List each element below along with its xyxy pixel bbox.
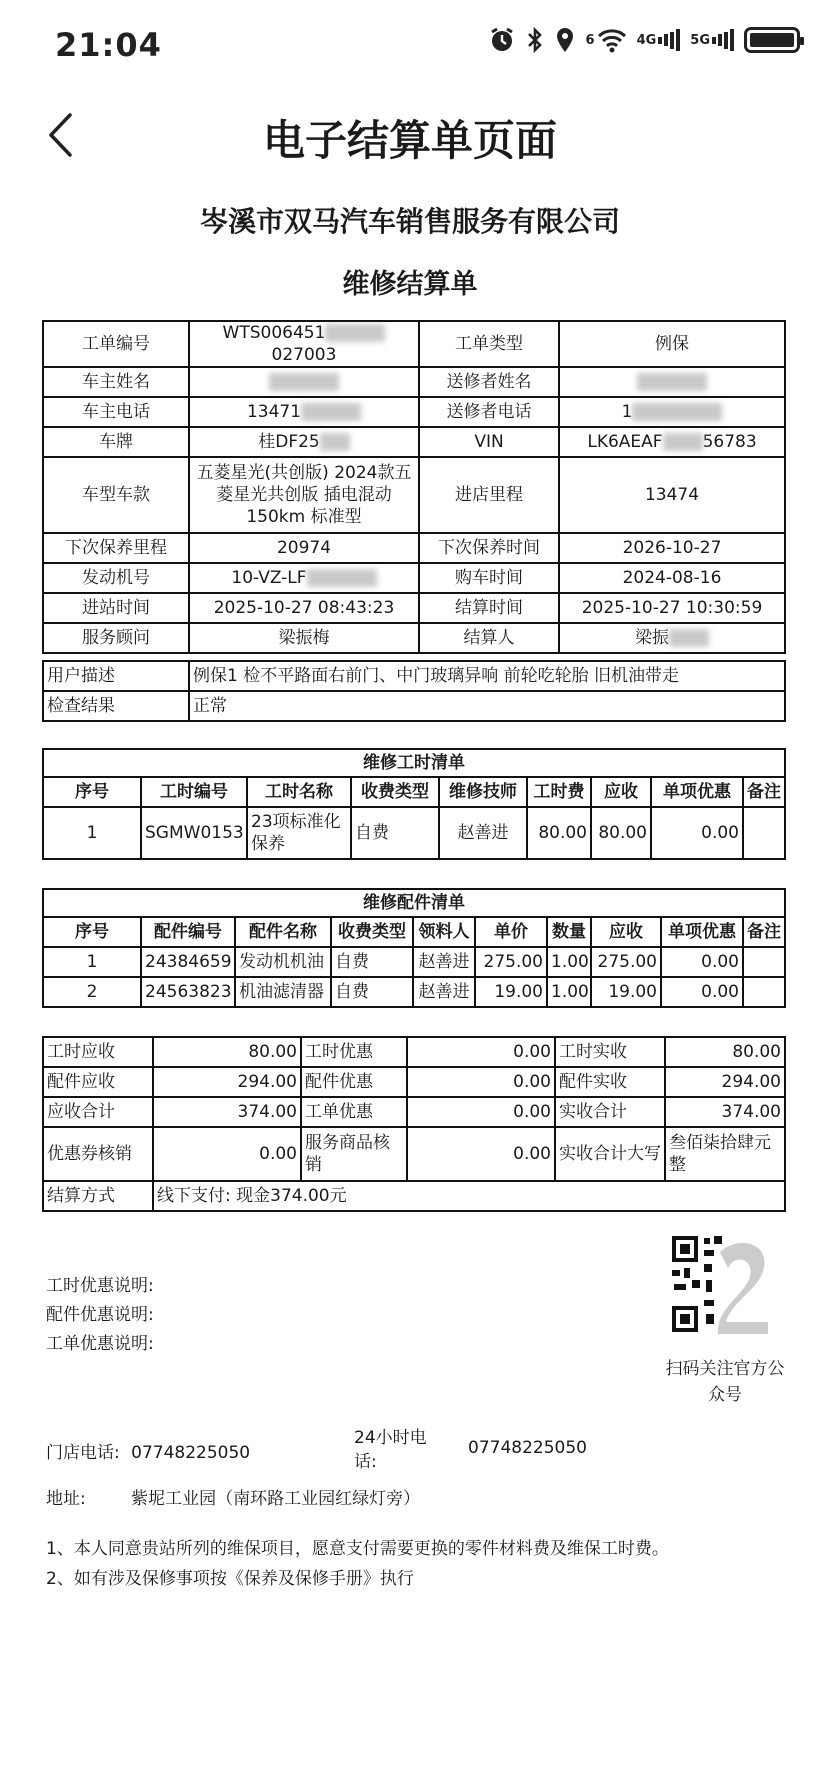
- document-title: 维修结算单: [342, 269, 478, 300]
- parts-header-cell: 配件名称: [235, 917, 331, 947]
- page-title: 电子结算单页面: [262, 116, 557, 165]
- terms: [46, 1534, 669, 1594]
- sum-label: 工时实收: [555, 1037, 665, 1067]
- order-number-cell: [189, 321, 419, 367]
- labor-header-cell: 序号: [43, 777, 141, 807]
- parts-header-cell: 单价: [475, 917, 547, 947]
- labor-cell: SGMW0153: [141, 807, 247, 859]
- parts-header-cell: 配件编号: [141, 917, 235, 947]
- parts-cell: 275.00: [475, 947, 547, 977]
- info-label: 下次保养里程: [43, 533, 189, 563]
- vin-start: LK6AEAF: [587, 432, 663, 452]
- parts-discount: 0.00: [407, 1067, 555, 1097]
- total-paid: 374.00: [665, 1097, 785, 1127]
- qr-caption: 扫码关注官方公众号: [665, 1359, 785, 1405]
- mileage: 13474: [559, 457, 785, 533]
- wifi-icon: [586, 27, 627, 53]
- sum-label: 工单优惠: [301, 1097, 407, 1127]
- redacted-mark: [669, 629, 709, 647]
- signal-4g-icon: [637, 29, 681, 51]
- next-time: 2026-10-27: [559, 533, 785, 563]
- parts-cell: 赵善进: [413, 947, 475, 977]
- info-label: 工单编号: [43, 321, 189, 367]
- sender-name-redacted: [559, 367, 785, 397]
- service-value: 0.00: [407, 1127, 555, 1181]
- info-label: 进店里程: [419, 457, 559, 533]
- address-row: [46, 1484, 420, 1509]
- order-number-end: 027003: [271, 345, 337, 365]
- plate-cell: [189, 427, 419, 457]
- sum-label: 应收合计: [43, 1097, 153, 1127]
- info-label: 车主姓名: [43, 367, 189, 397]
- engine-cell: [189, 563, 419, 593]
- labor-row: [43, 807, 785, 859]
- address: 紫坭工业园（南环路工业园红绿灯旁）: [131, 1489, 421, 1509]
- redacted-mark: [320, 433, 350, 451]
- service-advisor: 梁振梅: [189, 623, 419, 653]
- signal-4g-label: 4G: [636, 32, 657, 48]
- sender-phone-cell: [559, 397, 785, 427]
- payment-method: 线下支付: 现金374.00元: [153, 1181, 785, 1211]
- redacted-mark: [325, 324, 385, 342]
- battery-icon: [744, 27, 800, 53]
- desc-label: 检查结果: [43, 691, 189, 721]
- labor-cell: 23项标准化保养: [247, 807, 351, 859]
- parts-cell: [743, 977, 785, 1007]
- labor-header-cell: 单项优惠: [651, 777, 743, 807]
- parts-table: [42, 888, 786, 1008]
- parts-header-cell: 数量: [547, 917, 591, 947]
- parts-header-cell: 收费类型: [331, 917, 413, 947]
- address-label: 地址:: [46, 1489, 86, 1509]
- status-bar: [0, 0, 820, 92]
- sum-label: 结算方式: [43, 1181, 153, 1211]
- user-description: 例保1 检不平路面右前门、中门玻璃异响 前轮吃轮胎 旧机油带走: [189, 661, 785, 691]
- labor-cell: 自费: [351, 807, 439, 859]
- summary-table: [42, 1036, 786, 1212]
- info-label: 车型车款: [43, 457, 189, 533]
- hotline-phone[interactable]: 07748225050: [468, 1438, 587, 1458]
- check-result: 正常: [189, 691, 785, 721]
- owner-name-redacted: [189, 367, 419, 397]
- labor-body: [43, 807, 785, 859]
- parts-row: [43, 947, 785, 977]
- coupon-value: 0.00: [153, 1127, 301, 1181]
- labor-table-caption: 维修工时清单: [43, 749, 785, 777]
- engine-number: 10-VZ-LF: [231, 568, 307, 588]
- redacted-mark: [637, 373, 707, 391]
- labor-cell: 1: [43, 807, 141, 859]
- info-label: 车牌: [43, 427, 189, 457]
- redacted-mark: [663, 433, 703, 451]
- labor-discount: 0.00: [407, 1037, 555, 1067]
- labor-cell: [743, 807, 785, 859]
- order-type: 例保: [559, 321, 785, 367]
- settle-time: 2025-10-27 10:30:59: [559, 593, 785, 623]
- parts-cell: 1: [43, 947, 141, 977]
- parts-cell: 19.00: [475, 977, 547, 1007]
- parts-body: [43, 947, 785, 1007]
- parts-table-caption: 维修配件清单: [43, 889, 785, 917]
- parts-header-cell: 领料人: [413, 917, 475, 947]
- parts-cell: 发动机机油: [235, 947, 331, 977]
- owner-phone: 13471: [246, 402, 302, 422]
- settler-cell: [559, 623, 785, 653]
- parts-cell: 19.00: [591, 977, 661, 1007]
- order-number-start: WTS006451: [222, 323, 326, 343]
- parts-cell: 1.00: [547, 947, 591, 977]
- enter-time: 2025-10-27 08:43:23: [189, 593, 419, 623]
- parts-cell: 0.00: [661, 977, 743, 1007]
- labor-header-cell: 收费类型: [351, 777, 439, 807]
- wifi-badge: 6: [585, 32, 595, 48]
- parts-header-cell: 应收: [591, 917, 661, 947]
- labor-cell: 赵善进: [439, 807, 527, 859]
- parts-header-cell: 序号: [43, 917, 141, 947]
- info-label: 车主电话: [43, 397, 189, 427]
- parts-cell: 275.00: [591, 947, 661, 977]
- info-label: 工单类型: [419, 321, 559, 367]
- sum-label: 工时应收: [43, 1037, 153, 1067]
- labor-cell: 80.00: [527, 807, 591, 859]
- nav-bar: [0, 98, 820, 174]
- sum-label: 实收合计大写: [555, 1127, 665, 1181]
- store-phone-label: 门店电话:: [46, 1443, 120, 1463]
- labor-header-cell: 应收: [591, 777, 651, 807]
- labor-table: [42, 748, 786, 860]
- sum-label: 配件实收: [555, 1067, 665, 1097]
- store-phone[interactable]: 07748225050: [131, 1443, 251, 1463]
- parts-cell: 自费: [331, 947, 413, 977]
- info-label: VIN: [419, 427, 559, 457]
- qr-code[interactable]: [670, 1234, 770, 1334]
- labor-header-cell: 备注: [743, 777, 785, 807]
- parts-cell: 自费: [331, 977, 413, 1007]
- status-time: 21:04: [55, 26, 162, 64]
- labor-due: 80.00: [153, 1037, 301, 1067]
- purchase-date: 2024-08-16: [559, 563, 785, 593]
- parts-cell: 1.00: [547, 977, 591, 1007]
- sum-label: 实收合计: [555, 1097, 665, 1127]
- sum-label: 优惠券核销: [43, 1127, 153, 1181]
- info-label: 进站时间: [43, 593, 189, 623]
- owner-phone-cell: [189, 397, 419, 427]
- labor-header-cell: 维修技师: [439, 777, 527, 807]
- total-due: 374.00: [153, 1097, 301, 1127]
- labor-header-cell: 工时名称: [247, 777, 351, 807]
- sum-label: 配件优惠: [301, 1067, 407, 1097]
- info-label: 服务顾问: [43, 623, 189, 653]
- term-item: 1、本人同意贵站所列的维保项目，愿意支付需要更换的零件材料费及维保工时费。: [46, 1539, 669, 1559]
- labor-paid: 80.00: [665, 1037, 785, 1067]
- status-icons: [488, 26, 800, 54]
- redacted-mark: [307, 569, 377, 587]
- parts-row: [43, 977, 785, 1007]
- labor-header-row: [43, 777, 785, 807]
- sender-phone: 1: [621, 402, 633, 422]
- info-label: 结算时间: [419, 593, 559, 623]
- desc-label: 用户描述: [43, 661, 189, 691]
- parts-header-row: [43, 917, 785, 947]
- parts-header-cell: 单项优惠: [661, 917, 743, 947]
- company-name: 岑溪市双马汽车销售服务有限公司: [199, 205, 620, 238]
- hotline-label: 24小时电话:: [354, 1428, 427, 1472]
- info-label: 结算人: [419, 623, 559, 653]
- alarm-icon: [488, 26, 516, 54]
- sum-label: 配件应收: [43, 1067, 153, 1097]
- parts-cell: 机油滤清器: [235, 977, 331, 1007]
- vehicle-model: 五菱星光(共创版) 2024款五菱星光共创版 插电混动 150km 标准型: [189, 457, 419, 533]
- parts-cell: 24563823: [141, 977, 235, 1007]
- total-in-words: 叁佰柒拾肆元整: [665, 1127, 785, 1181]
- qr-code-icon: [670, 1234, 770, 1334]
- signal-5g-icon: [690, 29, 734, 51]
- redacted-mark: [301, 403, 361, 421]
- settler: 梁振: [635, 628, 669, 648]
- info-label: 发动机号: [43, 563, 189, 593]
- order-discount-note: 工单优惠说明:: [46, 1334, 154, 1354]
- bluetooth-icon: [526, 26, 544, 54]
- labor-cell: 0.00: [651, 807, 743, 859]
- parts-cell: 赵善进: [413, 977, 475, 1007]
- info-label: 送修者姓名: [419, 367, 559, 397]
- vehicle-info-table: [42, 320, 786, 654]
- signal-5g-label: 5G: [690, 32, 710, 48]
- plate: 桂DF25: [258, 432, 320, 452]
- parts-due: 294.00: [153, 1067, 301, 1097]
- parts-cell: 24384659: [141, 947, 235, 977]
- term-item: 2、如有涉及保修事项按《保养及保修手册》执行: [46, 1569, 414, 1589]
- info-label: 下次保养时间: [419, 533, 559, 563]
- labor-header-cell: 工时费: [527, 777, 591, 807]
- labor-discount-note: 工时优惠说明:: [46, 1276, 154, 1296]
- parts-paid: 294.00: [665, 1067, 785, 1097]
- parts-header-cell: 备注: [743, 917, 785, 947]
- location-icon: [554, 26, 576, 54]
- vin-end: 56783: [702, 432, 757, 452]
- vin-cell: [559, 427, 785, 457]
- store-phone-row: [46, 1438, 250, 1463]
- redacted-mark: [269, 373, 339, 391]
- parts-cell: 2: [43, 977, 141, 1007]
- sum-label: 服务商品核销: [301, 1127, 407, 1181]
- labor-header-cell: 工时编号: [141, 777, 247, 807]
- discount-notes: [46, 1272, 154, 1359]
- parts-cell: 0.00: [661, 947, 743, 977]
- info-label: 购车时间: [419, 563, 559, 593]
- redacted-mark: [632, 403, 722, 421]
- sum-label: 工时优惠: [301, 1037, 407, 1067]
- parts-discount-note: 配件优惠说明:: [46, 1305, 154, 1325]
- labor-cell: 80.00: [591, 807, 651, 859]
- order-discount: 0.00: [407, 1097, 555, 1127]
- info-label: 送修者电话: [419, 397, 559, 427]
- next-mileage: 20974: [189, 533, 419, 563]
- description-table: [42, 660, 786, 722]
- parts-cell: [743, 947, 785, 977]
